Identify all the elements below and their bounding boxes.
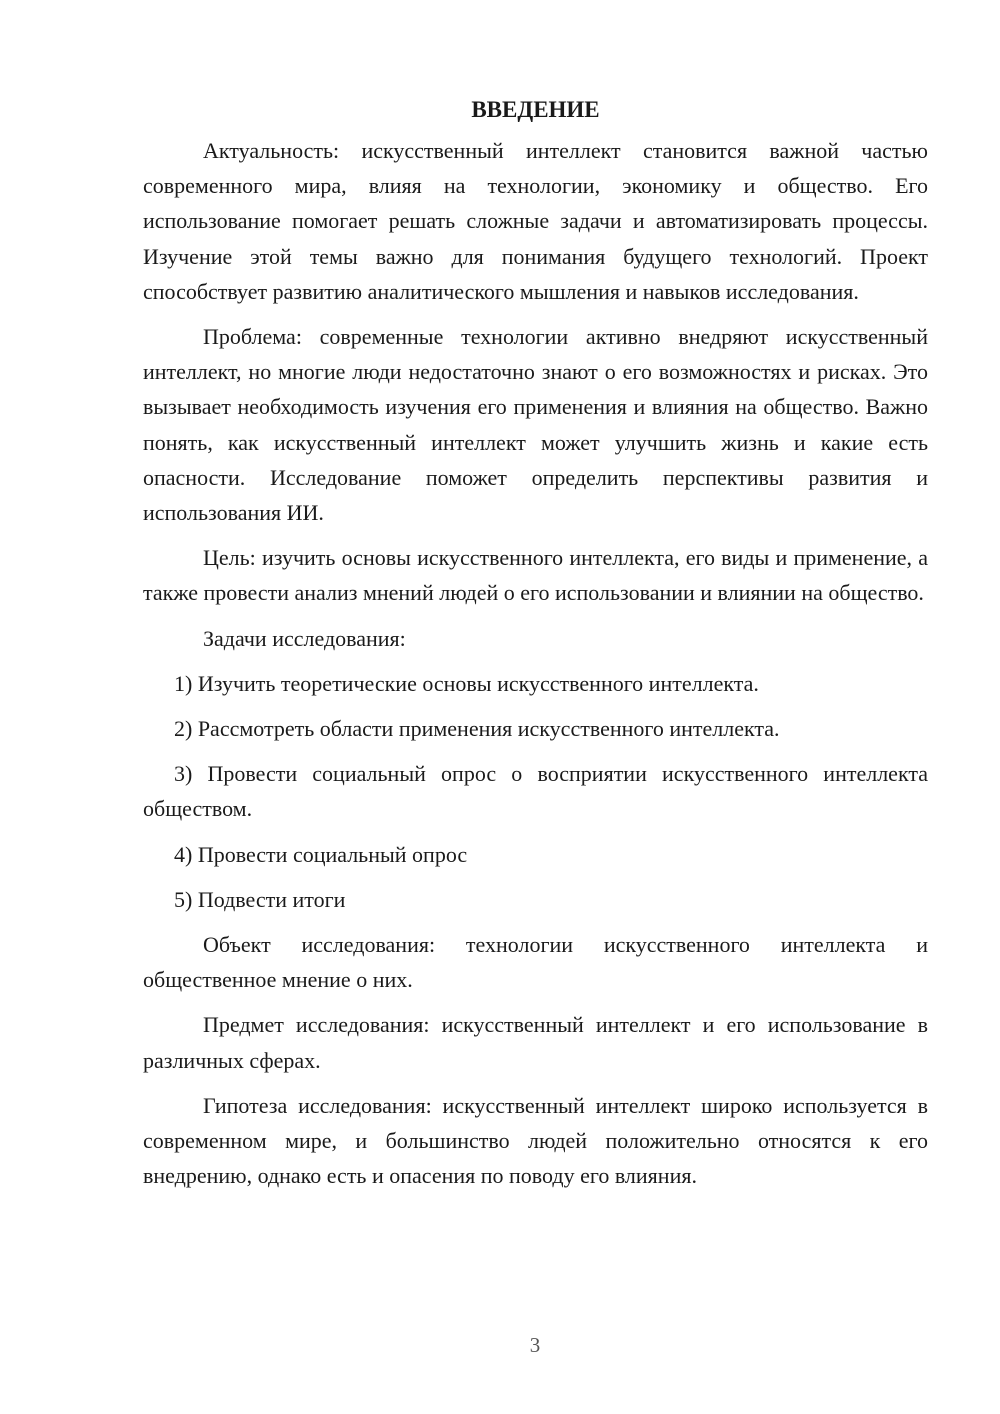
paragraph-relevance: Актуальность: искусственный интеллект становится важной частью современного мира, влияя на технологии, экономику и общество. Его использование помогает решать сложные задачи и автоматизировать процессы. Изучение этой темы важно для понимания будущего технологий. Проект способствует развитию аналитического мышления и навыков исследования. (143, 138, 928, 304)
paragraph-object: Объект исследования: технологии искусственного интеллекта и общественное мнение о них. (143, 932, 928, 993)
page-number: 3 (529, 1333, 541, 1357)
paragraph-problem: Проблема: современные технологии активно внедряют искусственный интеллект, но многие люди недостаточно знают о его возможностях и рисках. Это вызывает необходимость изучения его применения и влияния на общество. Важно понять, как искусственный интеллект может улучшить жизнь и какие есть опасности. Исследование поможет определить перспективы развития и использования ИИ. (143, 324, 928, 526)
task-item-1: 1) Изучить теоретические основы искусственного интеллекта. (174, 670, 759, 696)
task-item-5: 5) Подвести итоги (174, 886, 346, 912)
task-item-2: 2) Рассмотреть области применения искусственного интеллекта. (174, 716, 780, 742)
tasks-heading: Задачи исследования: (203, 625, 406, 651)
section-title: ВВЕДЕНИЕ (471, 97, 600, 122)
task-item-4: 4) Провести социальный опрос (174, 841, 468, 867)
paragraph-goal: Цель: изучить основы искусственного интеллекта, его виды и применение, а также провести анализ мнений людей о его использовании и влиянии на общество. (143, 545, 928, 606)
paragraph-hypothesis: Гипотеза исследования: искусственный интеллект широко используется в современном мире, и большинство людей положительно относятся к его внедрению, однако есть и опасения по поводу его влияния. (143, 1092, 928, 1189)
paragraph-subject: Предмет исследования: искусственный интеллект и его использование в различных сферах. (143, 1012, 928, 1073)
document-page (143, 92, 928, 1203)
task-item-3: 3) Провести социальный опрос о восприятии искусственного интеллекта обществом. (143, 761, 928, 822)
